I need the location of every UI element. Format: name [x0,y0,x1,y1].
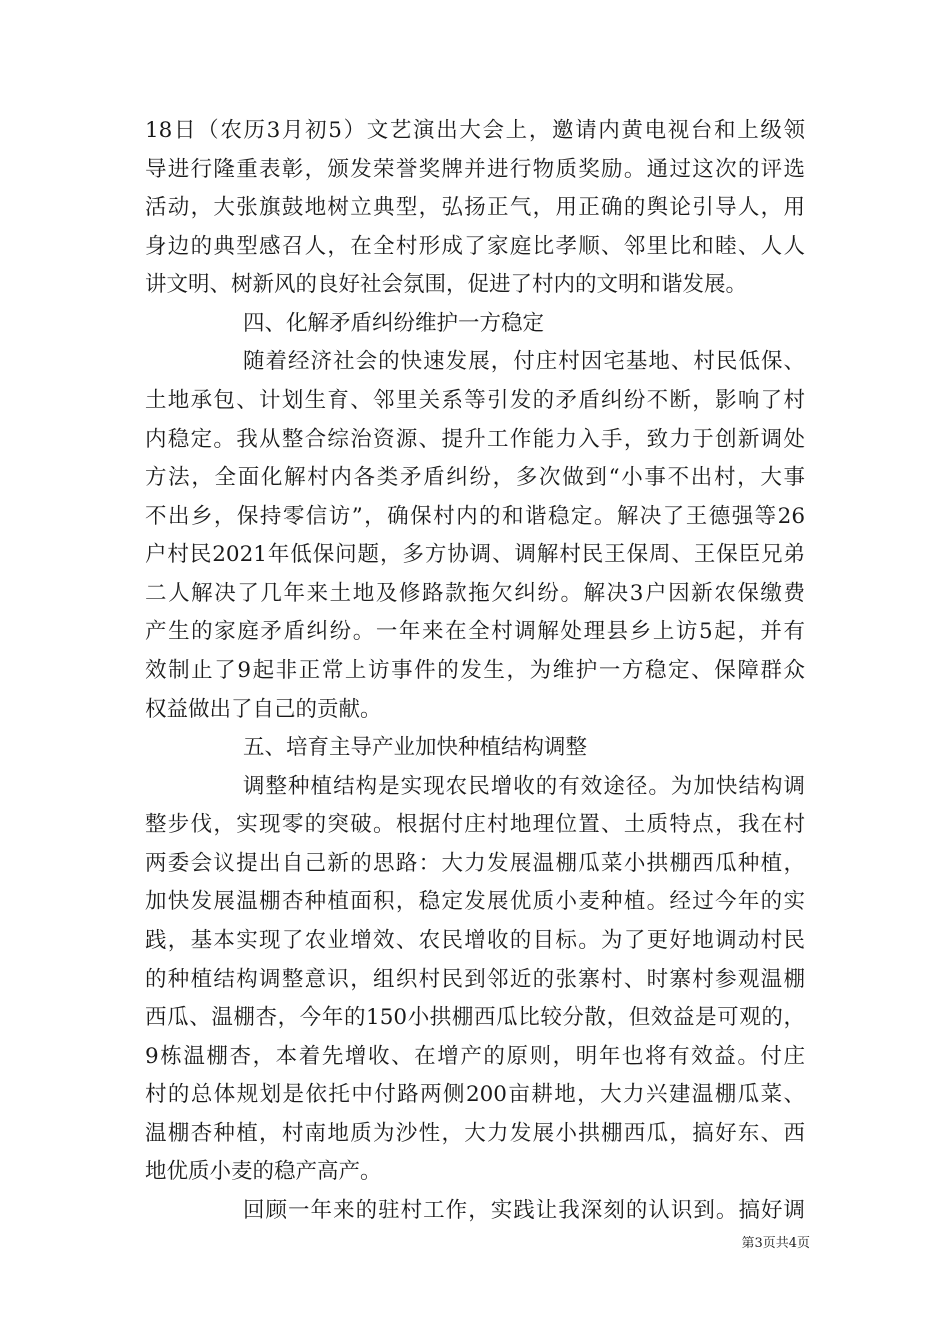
section-heading-4: 四、化解矛盾纠纷维护一方稳定 [243,311,545,336]
section-heading-5: 五、培育主导产业加快种植结构调整 [243,735,588,760]
paragraph-line: 村的总体规划是依托中付路两侧200亩耕地，大力兴建温棚瓜菜、 [145,1082,805,1107]
paragraph-line: 温棚杏种植，村南地质为沙性，大力发展小拱棚西瓜，搞好东、西 [145,1121,805,1146]
paragraph-line: 土地承包、计划生育、邻里关系等引发的矛盾纠纷不断，影响了村 [145,388,805,413]
paragraph-line: 调整种植结构是实现农民增收的有效途径。为加快结构调 [243,774,805,799]
paragraph-line: 18日（农历3月初5）文艺演出大会上，邀请内黄电视台和上级领 [145,118,805,143]
paragraph-line: 整步伐，实现零的突破。根据付庄村地理位置、土质特点，我在村 [145,812,805,837]
paragraph-line: 践，基本实现了农业增效、农民增收的目标。为了更好地调动村民 [145,928,805,953]
paragraph-line: 身边的典型感召人，在全村形成了家庭比孝顺、邻里比和睦、人人 [145,234,805,259]
paragraph-line: 9栋温棚杏，本着先增收、在增产的原则，明年也将有效益。付庄 [145,1044,805,1069]
page-number: 第3页共4页 [741,1236,810,1251]
paragraph-line: 二人解决了几年来土地及修路款拖欠纠纷。解决3户因新农保缴费 [145,581,805,606]
paragraph-line: 加快发展温棚杏种植面积，稳定发展优质小麦种植。经过今年的实 [145,889,805,914]
paragraph-line: 效制止了9起非正常上访事件的发生，为维护一方稳定、保障群众 [145,658,805,683]
paragraph-line: 地优质小麦的稳产高产。 [145,1159,382,1184]
paragraph-line: 两委会议提出自己新的思路：大力发展温棚瓜菜小拱棚西瓜种植， [145,851,805,876]
paragraph-line: 导进行隆重表彰，颁发荣誉奖牌并进行物质奖励。通过这次的评选 [145,157,805,182]
paragraph-line: 活动，大张旗鼓地树立典型，弘扬正气，用正确的舆论引导人，用 [145,195,805,220]
paragraph-line: 权益做出了自己的贡献。 [145,697,382,722]
paragraph-line: 的种植结构调整意识，组织村民到邻近的张寨村、时寨村参观温棚 [145,967,805,992]
paragraph-line: 户村民2021年低保问题，多方协调、调解村民王保周、王保臣兄弟 [145,542,805,567]
paragraph-line: 方法，全面化解村内各类矛盾纠纷，多次做到“小事不出村，大事 [145,465,805,490]
paragraph-line: 回顾一年来的驻村工作，实践让我深刻的认识到。搞好调 [243,1198,805,1223]
paragraph-line: 随着经济社会的快速发展，付庄村因宅基地、村民低保、 [243,349,805,374]
paragraph-line: 产生的家庭矛盾纠纷。一年来在全村调解处理县乡上访5起，并有 [145,619,805,644]
paragraph-line: 讲文明、树新风的良好社会氛围，促进了村内的文明和谐发展。 [145,272,748,297]
paragraph-line: 不出乡，保持零信访”，确保村内的和谐稳定。解决了王德强等26 [145,504,805,529]
paragraph-line: 西瓜、温棚杏，今年的150小拱棚西瓜比较分散，但效益是可观的， [145,1005,805,1030]
paragraph-line: 内稳定。我从整合综治资源、提升工作能力入手，致力于创新调处 [145,427,805,452]
